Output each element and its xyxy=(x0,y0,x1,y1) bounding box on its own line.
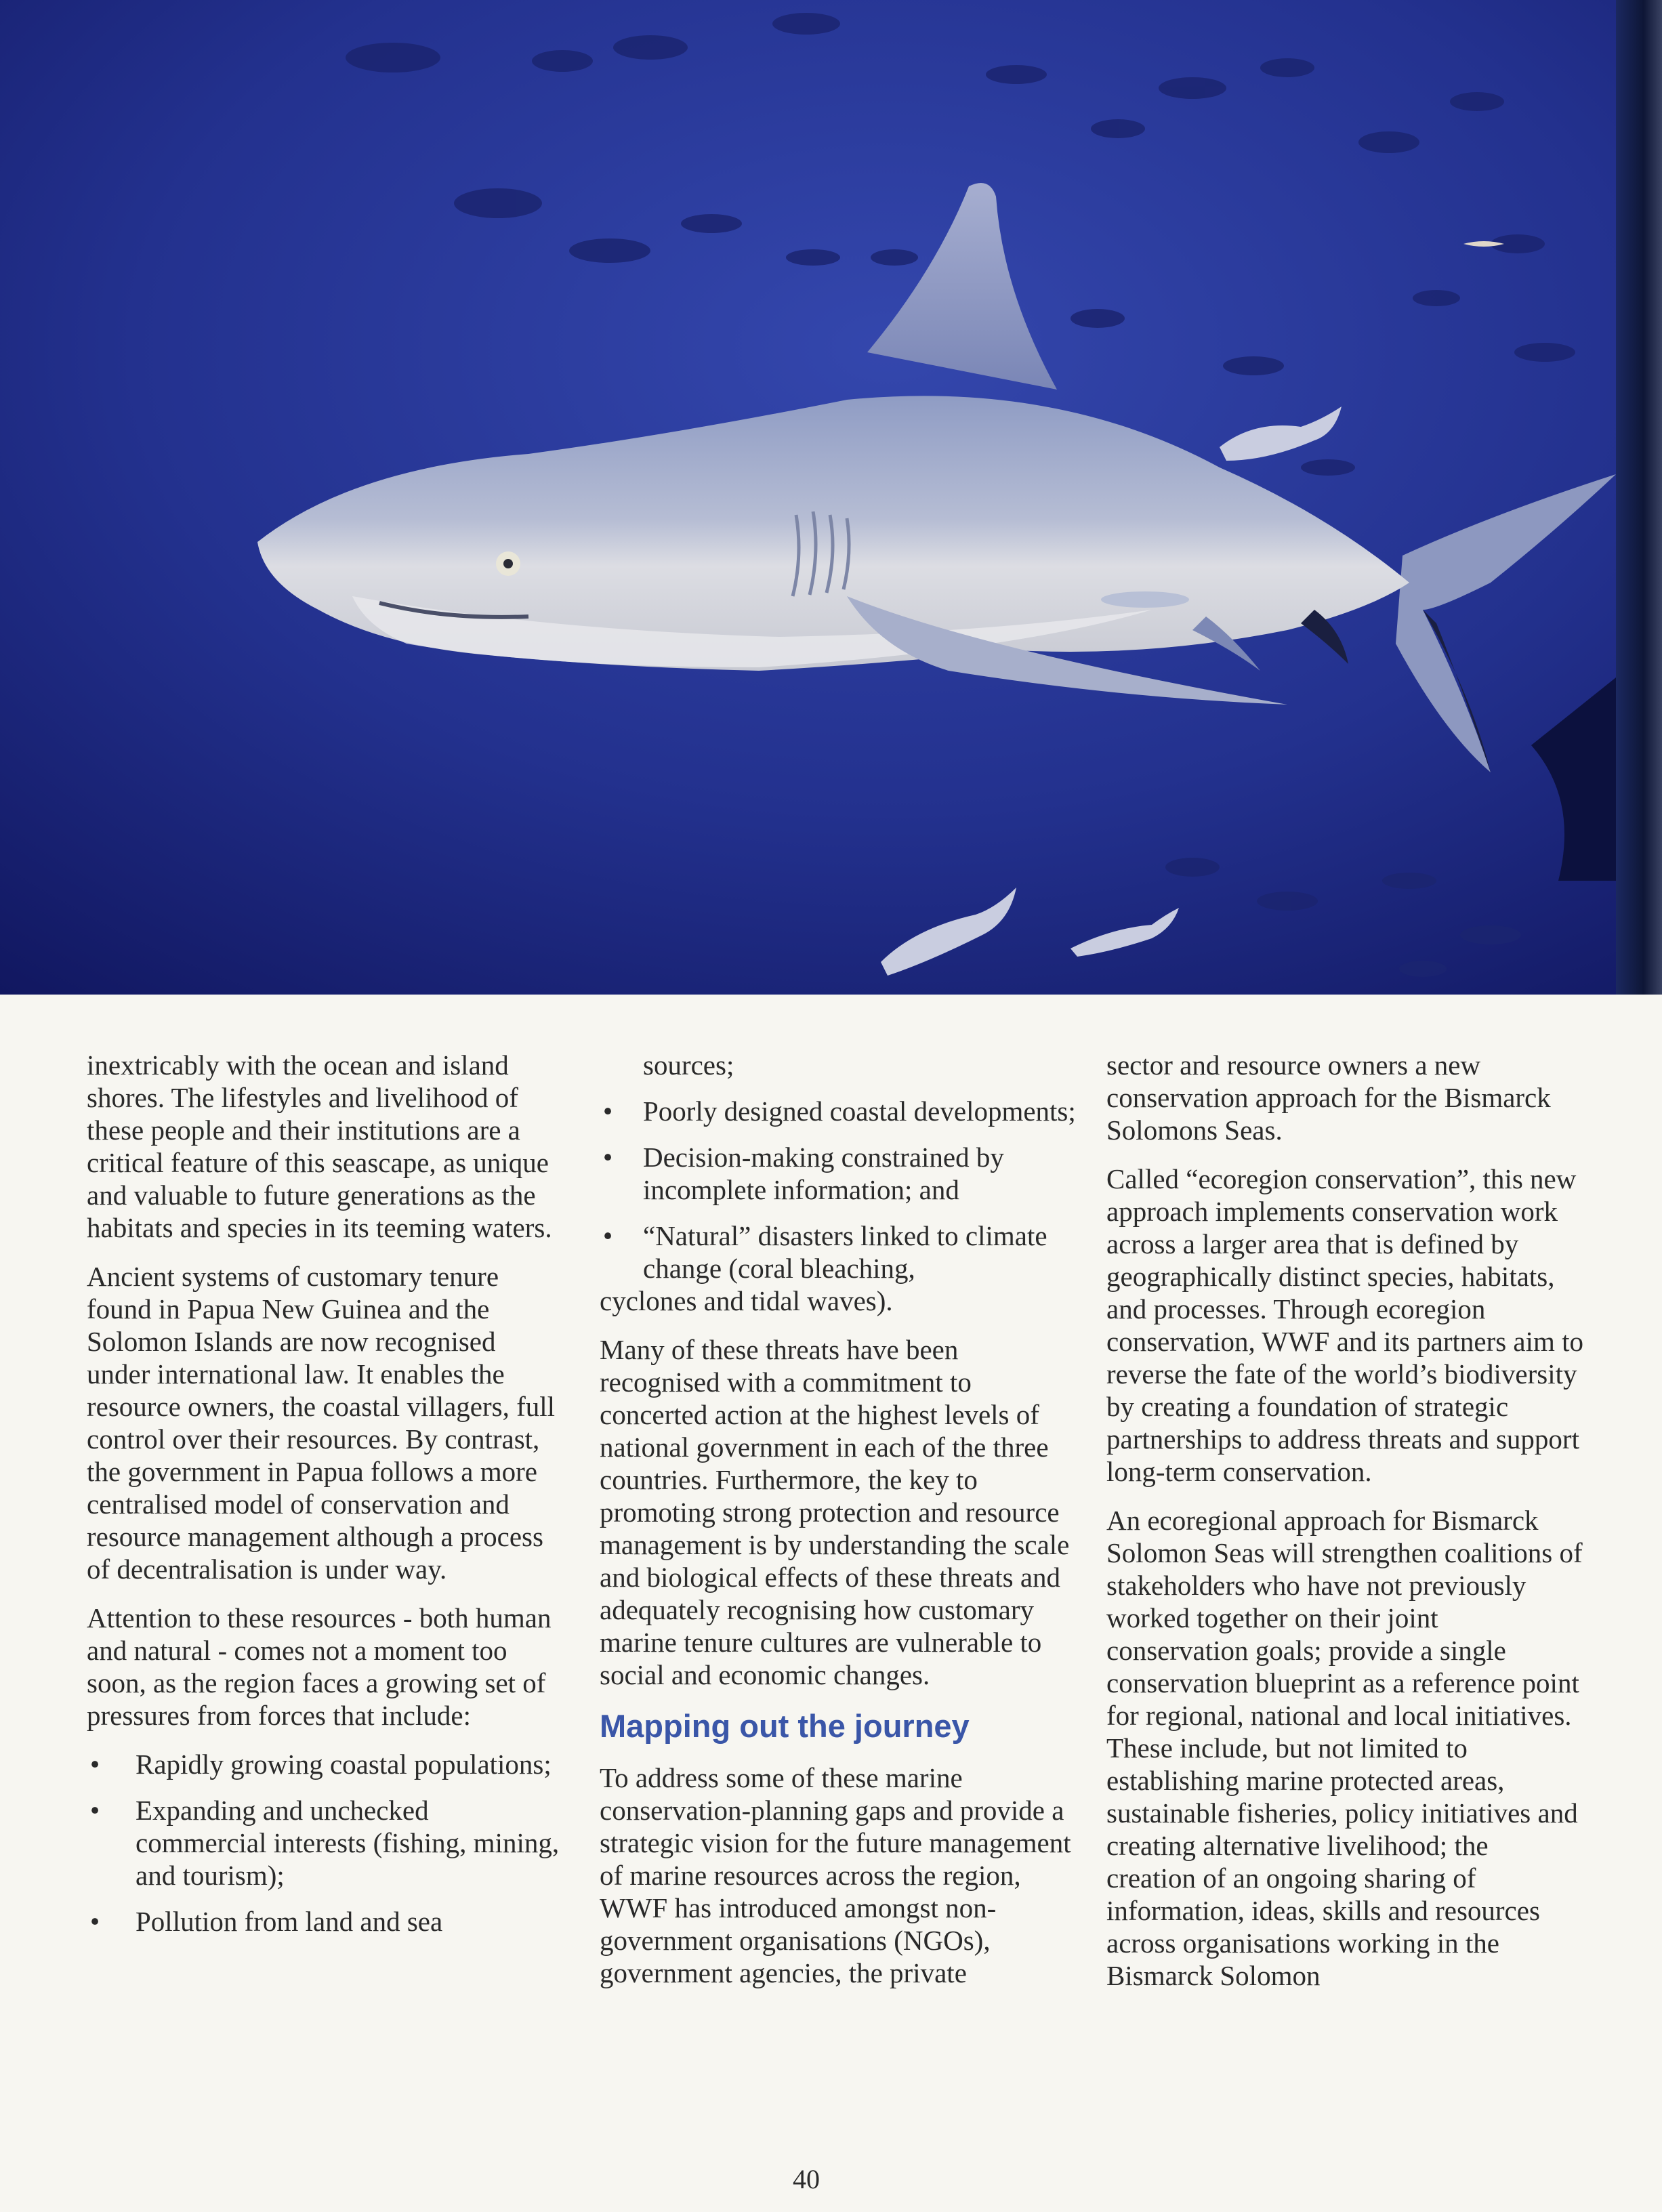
bullet-icon: • xyxy=(602,1095,613,1127)
bullet-icon: • xyxy=(602,1142,613,1173)
list-item-text: Decision-making constrained by incomplete information; and xyxy=(643,1142,1004,1205)
list-item xyxy=(600,1219,1077,1317)
list-item-text: cyclones and tidal waves). xyxy=(600,1285,893,1316)
bullet-icon: • xyxy=(89,1795,100,1826)
bullet-icon: • xyxy=(89,1749,100,1780)
paragraph: Attention to these resources - both human and natural - comes not a moment too soon, as the region faces a growing set of pressures from forces that include: xyxy=(87,1602,552,1731)
list-item-text: Pollution from land and sea xyxy=(136,1906,443,1937)
list-item xyxy=(87,1794,561,1892)
paragraph: Ancient systems of customary tenure found in Papua New Guinea and the Solomon Islands are now recognised under international law. It enables the resource owners, the coastal villagers, full control over their resources. By contrast, the government in Papua follows a more centralised model of conservation and resource management although a process of decentralisation is under way. xyxy=(87,1261,556,1585)
list-item xyxy=(600,1095,1077,1127)
list-item xyxy=(87,1905,561,1938)
list-item-text: “Natural” disasters linked to climate change (coral bleaching, xyxy=(643,1220,1047,1284)
paragraph: Many of these threats have been recognised with a commitment to concerted action at the highest levels of national government in each of the three countries. Furthermore, the key to promoting strong protection and resource management is by understanding the scale and biological effects of these threats and adequately recognising how customary marine tenure cultures are vulnerable to social and economic changes. xyxy=(600,1334,1070,1690)
list-item-text: Rapidly growing coastal populations; xyxy=(136,1749,552,1780)
text-column-2 xyxy=(600,1049,1077,2005)
list-item-text: Poorly designed coastal developments; xyxy=(643,1095,1076,1127)
list-continuation: sources; xyxy=(643,1049,734,1081)
list-item-text: Expanding and unchecked commercial interests (fishing, mining, and tourism); xyxy=(136,1795,560,1891)
text-column-1 xyxy=(87,1049,561,1951)
bullet-icon: • xyxy=(89,1906,100,1937)
spine-shadow xyxy=(1616,0,1662,995)
text-column-3 xyxy=(1106,1049,1584,2008)
page-number: 40 xyxy=(793,2164,820,2194)
paragraph: Called “ecoregion conservation”, this new approach implements conservation work across a larger area that is defined by geographically distinct species, habitats, and processes. Through ecoregion conservation, WWF and its partners aim to reverse the fate of the world’s biodiversity by creating a foundation of strategic partnerships to address threats and support long-term conservation. xyxy=(1106,1163,1584,1487)
section-heading: Mapping out the journey xyxy=(600,1708,970,1744)
pressures-list xyxy=(87,1748,561,1938)
bullet-icon: • xyxy=(602,1220,613,1251)
shark-photo xyxy=(0,0,1616,995)
list-item xyxy=(600,1141,1077,1206)
shark-icon xyxy=(0,0,1616,995)
paragraph: To address some of these marine conservation-planning gaps and provide a strategic vision for the future management of marine resources across the region, WWF has introduced amongst non-government organisations (NGOs), government agencies, the private xyxy=(600,1762,1071,1988)
paragraph: sector and resource owners a new conservation approach for the Bismarck Solomons Seas. xyxy=(1106,1049,1551,1146)
paragraph: inextricably with the ocean and island shores. The lifestyles and livelihood of these people and their institutions are a critical feature of this seascape, as unique and valuable to future generations as the habitats and species in its teeming waters. xyxy=(87,1049,552,1243)
list-item xyxy=(87,1748,561,1780)
paragraph: An ecoregional approach for Bismarck Solomon Seas will strengthen coalitions of stakeholders who have not previously worked together on their joint conservation goals; provide a single conservation blueprint as a reference point for regional, national and local initiatives. These include, but not limited to establishing marine protected areas, sustainable fisheries, policy initiatives and creating alternative livelihood; the creation of an ongoing sharing of information, ideas, skills and resources across organisations working in the Bismarck Solomon xyxy=(1106,1505,1583,1991)
pressures-list-continued xyxy=(600,1095,1077,1317)
